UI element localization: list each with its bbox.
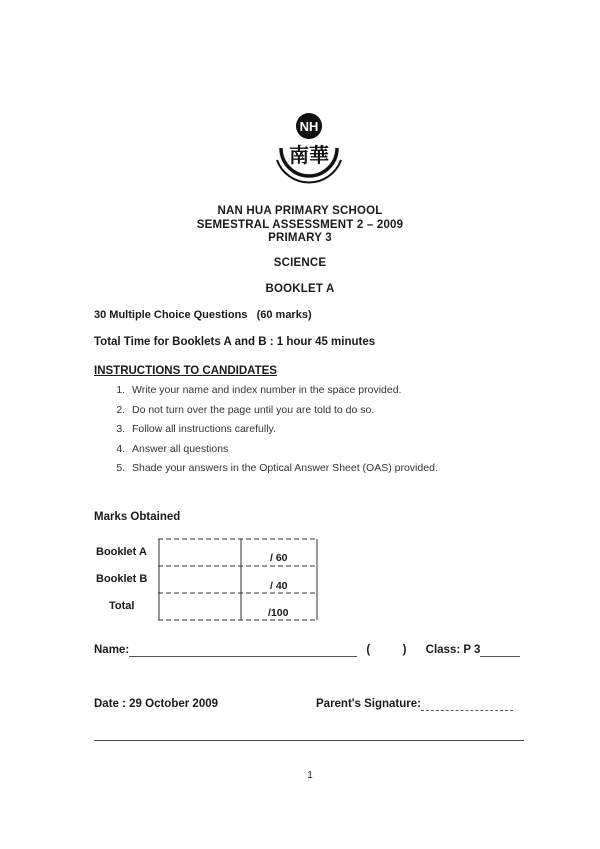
time-info: Total Time for Booklets A and B : 1 hour 45 minutes: [94, 336, 376, 348]
marks-title: Marks Obtained: [94, 511, 181, 523]
booklet-title: BOOKLET A: [265, 283, 335, 295]
marks-row-label: Booklet B: [96, 573, 148, 585]
signature-label: Parent's Signature:: [316, 698, 421, 710]
name-label: Name:: [94, 644, 130, 656]
subject: SCIENCE: [273, 257, 327, 269]
instruction-item: 3. Follow all instructions carefully.: [128, 420, 548, 440]
school-name: NAN HUA PRIMARY SCHOOL: [217, 205, 383, 217]
marks-booklet-a-value: / 60: [270, 552, 288, 564]
page-number: 1: [307, 770, 313, 781]
signature-field[interactable]: [421, 698, 513, 711]
assessment-title: SEMESTRAL ASSESSMENT 2 – 2009: [196, 219, 404, 231]
level: PRIMARY 3: [268, 232, 332, 244]
marks-row-label: Total: [109, 600, 135, 612]
bottom-divider: [94, 740, 524, 741]
index-field[interactable]: [373, 644, 399, 656]
instructions-title: INSTRUCTIONS TO CANDIDATES: [94, 365, 277, 377]
name-row: [94, 644, 520, 657]
mcq-info: 30 Multiple Choice Questions (60 marks): [94, 309, 312, 321]
marks-booklet-b-value: / 40: [270, 580, 288, 592]
class-field[interactable]: [480, 644, 520, 657]
instructions-list: [110, 381, 548, 479]
marks-table: [158, 538, 318, 621]
marks-total-value: /100: [268, 607, 289, 619]
instruction-item: 2. Do not turn over the page until you are told to do so.: [128, 401, 548, 421]
instruction-item: 4. Answer all questions: [128, 440, 548, 460]
instruction-item: 1. Write your name and index number in the space provided.: [128, 381, 548, 401]
marks-row-label: Booklet A: [96, 546, 147, 558]
index-close-paren: ): [402, 644, 407, 656]
signature-row: [316, 698, 513, 711]
name-field[interactable]: [129, 644, 357, 657]
logo-initials: NH: [299, 119, 319, 134]
instruction-item: 5. Shade your answers in the Optical Answer Sheet (OAS) provided.: [128, 459, 548, 479]
class-label: Class: P 3: [425, 644, 481, 656]
index-open-paren: (: [366, 644, 371, 656]
exam-date: Date : 29 October 2009: [94, 698, 219, 710]
logo-chinese: 南華: [289, 143, 329, 167]
school-logo: [265, 104, 353, 192]
school-crest-icon: [265, 104, 353, 192]
